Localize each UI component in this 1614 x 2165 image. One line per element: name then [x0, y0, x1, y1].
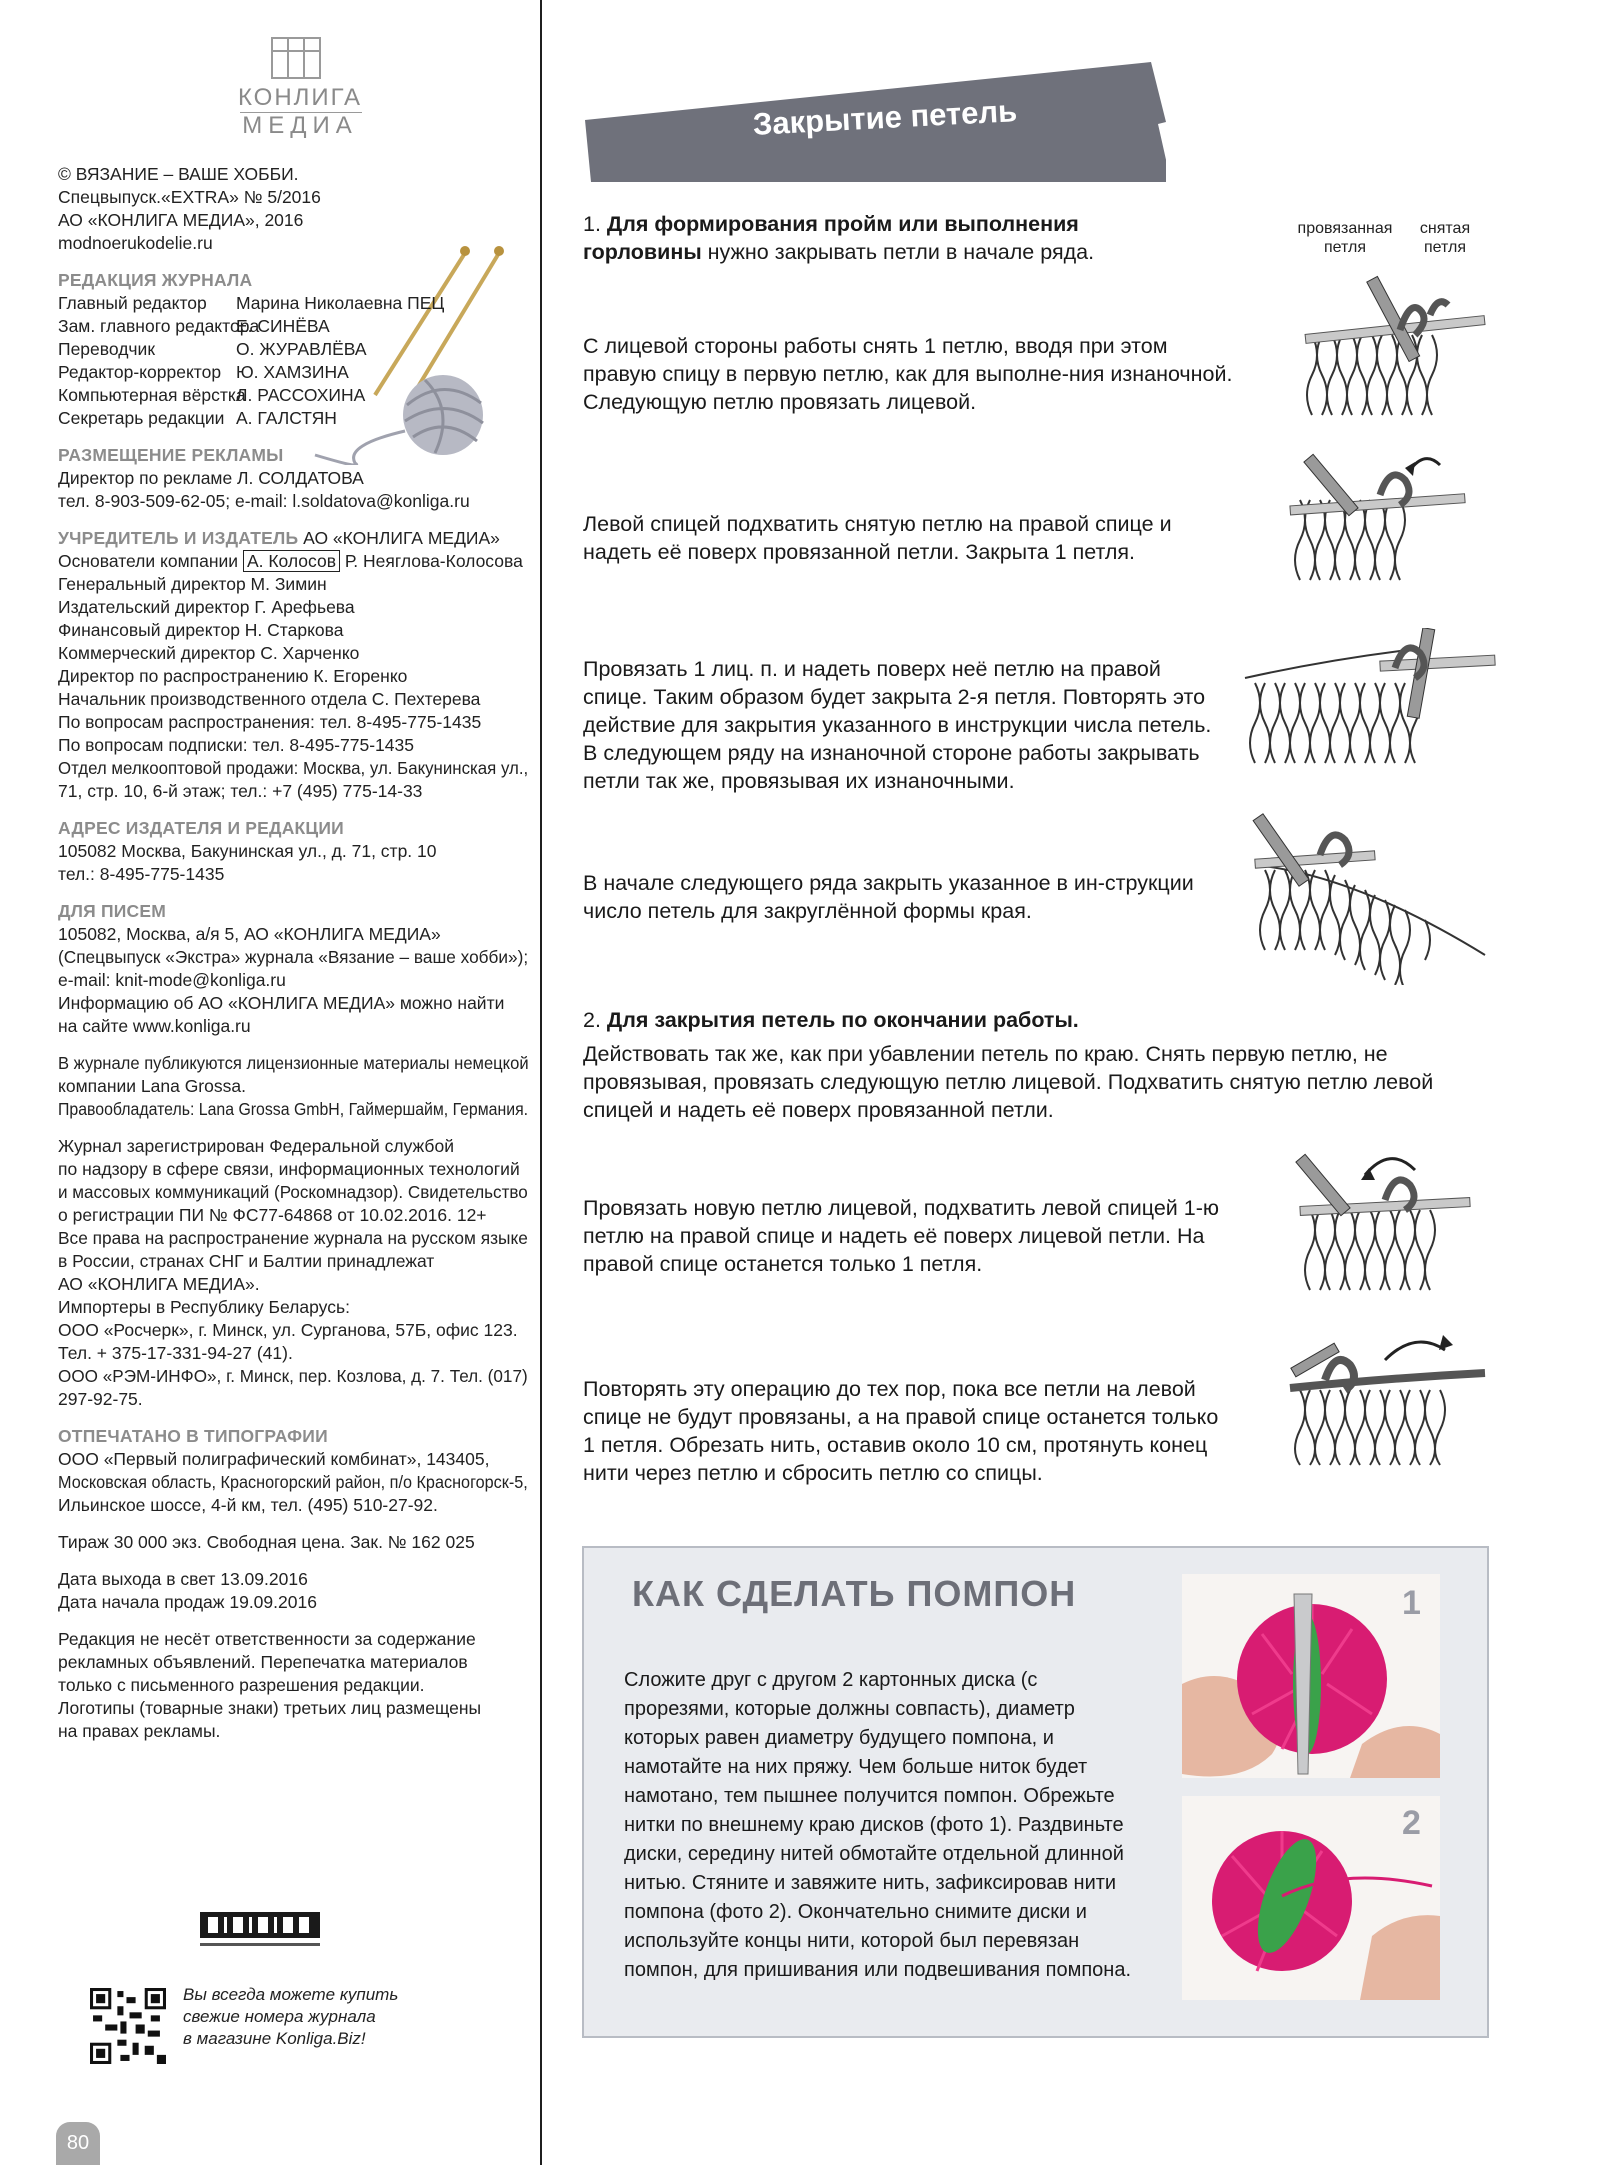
- rights-line: Импортеры в Республику Беларусь:: [58, 1297, 350, 1317]
- registration-line: по надзору в сфере связи, информационных технологий: [58, 1159, 520, 1179]
- copyright-line: АО «КОНЛИГА МЕДИА», 2016: [58, 210, 304, 230]
- pompon-title: КАК СДЕЛАТЬ ПОМПОН: [632, 1573, 1077, 1614]
- staff-role: Переводчик: [58, 339, 155, 359]
- spacer: [58, 513, 528, 527]
- rights-line: в России, странах СНГ и Балтии принадлежат: [58, 1251, 435, 1271]
- founder-line: Финансовый директор Н. Старкова: [58, 620, 344, 640]
- paragraph-3: Провязать 1 лиц. п. и надеть поверх неё петлю на правой спице. Таким образом будет закрыта 2-я петля. Повторять это действие для закрытия указанного в инструкции числа петель. В следующем ряду на изнаночной стороне работы закрывать петли так же, провязывая их изнаночными.: [583, 657, 1212, 793]
- staff-row: [58, 315, 528, 338]
- spacer: [58, 1038, 528, 1052]
- knitting-step5-illustration-icon: [1295, 1140, 1475, 1300]
- knitting-step4-illustration-icon: [1250, 810, 1490, 985]
- publisher-logo-icon: [271, 37, 321, 79]
- paragraph-5: Действовать так же, как при убавлении петель по краю. Снять первую петлю, не провязывая, провязать следующую петлю лицевой. Подхватить снятую петлю левой спицей и надеть её поверх провязанной петли.: [583, 1042, 1434, 1122]
- spacer: [58, 1411, 528, 1425]
- knitting-step1-illustration-icon: [1300, 255, 1490, 425]
- paragraph-4: В начале следующего ряда закрыть указанное в ин-струкции число петель для закруглённой формы края.: [583, 871, 1194, 923]
- buy-line: в магазине Konliga.Biz!: [183, 2029, 366, 2048]
- step2-intro: [583, 1006, 1463, 1034]
- letters-line: (Спецвыпуск «Экстра» журнала «Вязание – ваше хобби»);: [58, 947, 529, 967]
- founders-label: Основатели компании: [58, 551, 239, 571]
- buy-line: свежие номера журнала: [183, 2007, 376, 2026]
- founder-boxed: А. Колосов: [243, 550, 340, 572]
- rights-line: АО «КОНЛИГА МЕДИА».: [58, 1274, 260, 1294]
- staff-role: Компьютерная вёрстка: [58, 385, 246, 405]
- logo-text-line1: КОНЛИГА: [237, 84, 363, 111]
- label-slipped-stitch: снятая петля: [1419, 220, 1471, 256]
- staff-role: Секретарь редакции: [58, 408, 225, 428]
- staff-name: А. ГАЛСТЯН: [236, 408, 337, 428]
- spacer: [58, 1121, 528, 1135]
- letters-line: 105082, Москва, а/я 5, АО «КОНЛИГА МЕДИА»: [58, 924, 441, 944]
- step-number: 2.: [583, 1008, 601, 1032]
- rights-line: Тел. + 375-17-331-94-27 (41).: [58, 1343, 293, 1363]
- section-heading: УЧРЕДИТЕЛЬ И ИЗДАТЕЛЬ: [58, 528, 299, 548]
- circulation-line: Тираж 30 000 экз. Свободная цена. Зак. № 162 025: [58, 1532, 475, 1552]
- founder-line: 71, стр. 10, 6-й этаж; тел.: +7 (495) 775-14-33: [58, 781, 423, 801]
- ads-line: тел. 8-903-509-62-05; e-mail: l.soldatova@konliga.ru: [58, 491, 470, 511]
- staff-role: Редактор-корректор: [58, 362, 222, 382]
- spacer: [58, 1517, 528, 1531]
- step-text: нужно закрывать петли в начале ряда.: [701, 240, 1095, 264]
- paragraph-1: С лицевой стороны работы снять 1 петлю, вводя при этом правую спицу в первую петлю, как для выполне-ния изнаночной. Следующую петлю провязать лицевой.: [583, 334, 1233, 414]
- page-number: 80: [56, 2122, 100, 2165]
- rights-line: Все права на распространение журнала на русском языке: [58, 1228, 528, 1248]
- knitting-step3-illustration-icon: [1240, 628, 1500, 788]
- founder-line: Отдел мелкооптовой продажи: Москва, ул. Бакунинская ул.,: [58, 758, 529, 778]
- staff-name: Ю. ХАМЗИНА: [236, 362, 349, 382]
- copyright-line: modnoerukodelie.ru: [58, 233, 213, 253]
- spacer: [58, 1554, 528, 1568]
- imprint-column: [0, 0, 540, 2165]
- letters-line: на сайте www.konliga.ru: [58, 1016, 251, 1036]
- staff-row: [58, 338, 528, 361]
- spacer: [58, 886, 528, 900]
- copyright-line: Спецвыпуск.«EXTRA» № 5/2016: [58, 187, 321, 207]
- founder-line: По вопросам распространения: тел. 8-495-775-1435: [58, 712, 482, 732]
- section-heading: РЕДАКЦИЯ ЖУРНАЛА: [58, 270, 253, 290]
- registration-line: о регистрации ПИ № ФС77-64868 от 10.02.2016. 12+: [58, 1205, 487, 1225]
- spacer: [58, 255, 528, 269]
- step-number: 1.: [583, 212, 601, 236]
- license-line: компании Lana Grossa.: [58, 1076, 246, 1096]
- founder-heading: [58, 527, 528, 550]
- imprint-text: [58, 163, 528, 1743]
- paragraph-6: Провязать новую петлю лицевой, подхватить левой спицей 1-ю петлю на правой спице и надеть её поверх лицевой петли. На правой спице останется только 1 петля.: [583, 1196, 1220, 1276]
- rights-line: ООО «Росчерк», г. Минск, ул. Сурганова, 57Б, офис 123.: [58, 1320, 518, 1340]
- article-title: Закрытие петель: [752, 93, 1018, 142]
- founder-line: Издательский директор Г. Арефьева: [58, 597, 355, 617]
- section-heading: РАЗМЕЩЕНИЕ РЕКЛАМЫ: [58, 445, 284, 465]
- address-line: 105082 Москва, Бакунинская ул., д. 71, стр. 10: [58, 841, 437, 861]
- step-bold-text: Для закрытия петель по окончании работы.: [606, 1008, 1079, 1032]
- date-line: Дата начала продаж 19.09.2016: [58, 1592, 317, 1612]
- step-bold-text: Для формирования пройм или выполнения горловины: [583, 212, 1079, 264]
- founders-row: [58, 550, 528, 573]
- spacer: [58, 803, 528, 817]
- print-line: Ильинское шоссе, 4-й км, тел. (495) 510-27-92.: [58, 1495, 438, 1515]
- section-heading: ДЛЯ ПИСЕМ: [58, 901, 167, 921]
- staff-row: [58, 292, 528, 315]
- disclaimer-line: только с письменного разрешения редакции.: [58, 1675, 425, 1695]
- spacer: [58, 430, 528, 444]
- registration-line: Журнал зарегистрирован Федеральной службой: [58, 1136, 454, 1156]
- buy-notice: [183, 1984, 443, 2050]
- license-line: В журнале публикуются лицензионные материалы немецкой: [58, 1053, 529, 1073]
- founder-line: Генеральный директор М. Зимин: [58, 574, 327, 594]
- label-knitted-stitch: провязанная петля: [1297, 220, 1393, 256]
- staff-name: Л. РАССОХИНА: [236, 385, 366, 405]
- qr-code-icon: [90, 1988, 166, 2064]
- disclaimer-line: Логотипы (товарные знаки) третьих лиц размещены: [58, 1698, 482, 1718]
- founder-line: Директор по распространению К. Егоренко: [58, 666, 408, 686]
- column-divider: [540, 0, 542, 2165]
- founder-line: Коммерческий директор С. Харченко: [58, 643, 360, 663]
- staff-row: [58, 361, 528, 384]
- staff-name: Е. СИНЁВА: [236, 316, 330, 336]
- staff-name: О. ЖУРАВЛЁВА: [236, 339, 367, 359]
- copyright-line: © ВЯЗАНИЕ – ВАШЕ ХОББИ.: [58, 164, 299, 184]
- spacer: [58, 1614, 528, 1628]
- staff-role: Главный редактор: [58, 293, 207, 313]
- founder-second: Р. Неяглова-Колосова: [344, 551, 523, 571]
- pompon-text: Сложите друг с другом 2 картонных диска (с прорезями, которые должны совпасть), диаметр которых равен диаметру будущего помпона, и намотайте на них пряжу. Чем больше ниток будет намотано, тем пышнее получится помпон. Обрежьте нитки по внешнему краю дисков (фото 1). Раздвиньте диски, середину нитей обмотайте отдельной длинной нитью. Стяните и завяжите нить, зафиксировав нити помпона (фото 2). Окончательно снимите диски и используйте концы нити, которой был перевязан помпон, для пришивания или подвешивания помпона.: [624, 1669, 1132, 1981]
- founder-company: АО «КОНЛИГА МЕДИА»: [303, 528, 500, 548]
- staff-row: [58, 384, 528, 407]
- step1-intro: [583, 210, 1163, 266]
- photo-number-1: 1: [1402, 1584, 1421, 1622]
- paragraph-2: Левой спицей подхватить снятую петлю на правой спице и надеть её поверх провязанной петли. Закрыта 1 петля.: [583, 512, 1172, 564]
- letters-line: Информацию об АО «КОНЛИГА МЕДИА» можно найти: [58, 993, 505, 1013]
- knitting-step6-illustration-icon: [1285, 1320, 1490, 1470]
- printing-house-logo-icon: [200, 1912, 320, 1952]
- section-heading: ОТПЕЧАТАНО В ТИПОГРАФИИ: [58, 1426, 328, 1446]
- letters-line: e-mail: knit-mode@konliga.ru: [58, 970, 286, 990]
- paragraph-7: Повторять эту операцию до тех пор, пока все петли на левой спице не будут провязаны, а на правой спице останется только 1 петля. Обрезать нить, оставив около 10 см, протянуть конец нити через петлю и сбросить петлю со спицы.: [583, 1377, 1219, 1485]
- disclaimer-line: Редакция не несёт ответственности за содержание: [58, 1629, 476, 1649]
- buy-line: Вы всегда можете купить: [183, 1985, 399, 2004]
- staff-name: Марина Николаевна ПЕЦ: [236, 293, 445, 313]
- founder-line: По вопросам подписки: тел. 8-495-775-1435: [58, 735, 414, 755]
- rights-line: 297-92-75.: [58, 1389, 143, 1409]
- registration-line: и массовых коммуникаций (Роскомнадзор). Свидетельство: [58, 1182, 528, 1202]
- logo-text-line2: МЕДИА: [242, 112, 358, 139]
- knitting-step2-illustration-icon: [1285, 440, 1470, 595]
- photo-number-2: 2: [1402, 1804, 1421, 1842]
- rights-line: ООО «РЭМ-ИНФО», г. Минск, пер. Козлова, д. 7. Тел. (017): [58, 1366, 528, 1386]
- license-line: Правообладатель: Lana Grossa GmbH, Гаймершайм, Германия.: [58, 1099, 529, 1119]
- date-line: Дата выхода в свет 13.09.2016: [58, 1569, 308, 1589]
- founder-line: Начальник производственного отдела С. Пехтерева: [58, 689, 481, 709]
- section-heading: АДРЕС ИЗДАТЕЛЯ И РЕДАКЦИИ: [58, 818, 344, 838]
- ads-line: Директор по рекламе Л. СОЛДАТОВА: [58, 468, 364, 488]
- staff-role: Зам. главного редактора: [58, 316, 260, 336]
- disclaimer-line: рекламных объявлений. Перепечатка материалов: [58, 1652, 468, 1672]
- address-line: тел.: 8-495-775-1435: [58, 864, 225, 884]
- disclaimer-line: на правах рекламы.: [58, 1721, 221, 1741]
- staff-row: [58, 407, 528, 430]
- print-line: ООО «Первый полиграфический комбинат», 143405,: [58, 1449, 490, 1469]
- print-line: Московская область, Красногорский район, п/о Красногорск-5,: [58, 1472, 528, 1492]
